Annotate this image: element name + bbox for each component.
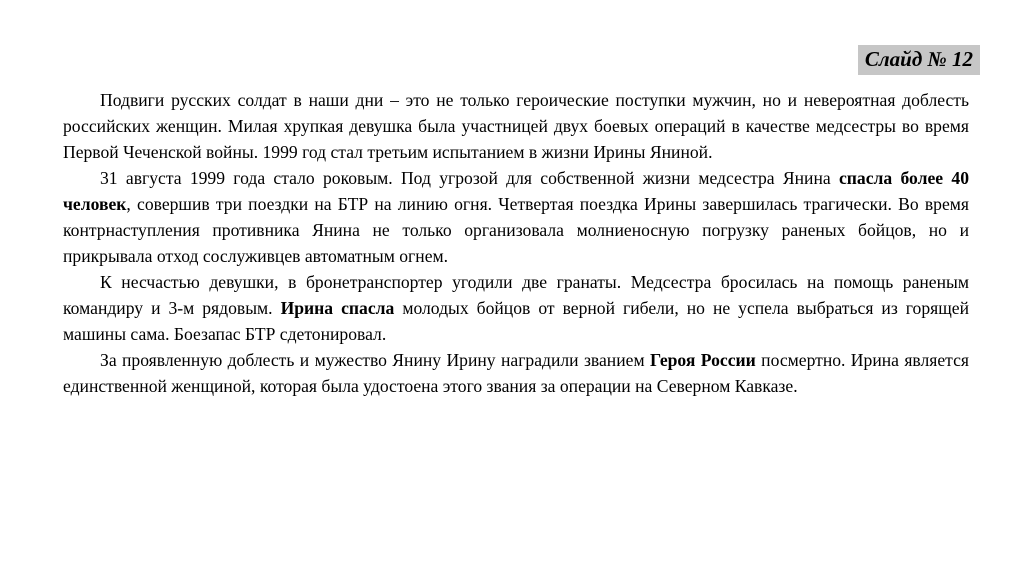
text-run-bold: Ирина спасла bbox=[280, 298, 395, 318]
text-run: К несчастью девушки, в бронетранспортер угодили две гранаты. Медсестра бросилась на помощь раненым командиру и 3-м рядовым. bbox=[63, 272, 969, 318]
paragraph-4 bbox=[63, 347, 969, 399]
slide-title: Слайд № 12 bbox=[858, 45, 980, 75]
text-run: 31 августа 1999 года стало роковым. Под угрозой для собственной жизни медсестра Янина bbox=[100, 168, 839, 188]
text-run: посмертно. Ирина является единственной женщиной, которая была удостоена этого звания за операции на Северном Кавказе. bbox=[63, 350, 969, 396]
text-run: , совершив три поездки на БТР на линию огня. Четвертая поездка Ирины завершилась трагически. Во время контрнаступления противника Янина не только организовала молниеносную погрузку раненых бойцов, но и прикрывала отход сослуживцев автоматным огнем. bbox=[63, 194, 969, 266]
text-run-bold: Героя России bbox=[649, 350, 756, 370]
text-run: За проявленную доблесть и мужество Янину Ирину наградили званием bbox=[100, 350, 650, 370]
text-run: молодых бойцов от верной гибели, но не успела выбраться из горящей машины сама. Боезапас БТР сдетонировал. bbox=[63, 298, 969, 344]
text-run-bold: спасла более 40 человек bbox=[63, 168, 970, 214]
paragraph-2 bbox=[63, 165, 969, 269]
paragraph-1 bbox=[63, 87, 969, 165]
paragraph-3 bbox=[63, 269, 969, 347]
text-run: Подвиги русских солдат в наши дни – это не только героические поступки мужчин, но и невероятная доблесть российских женщин. Милая хрупкая девушка была участницей двух боевых операций в качестве медсестры во время Первой Чеченской войны. 1999 год стал третьим испытанием в жизни Ирины Яниной. bbox=[63, 90, 969, 162]
slide-body bbox=[63, 87, 969, 399]
